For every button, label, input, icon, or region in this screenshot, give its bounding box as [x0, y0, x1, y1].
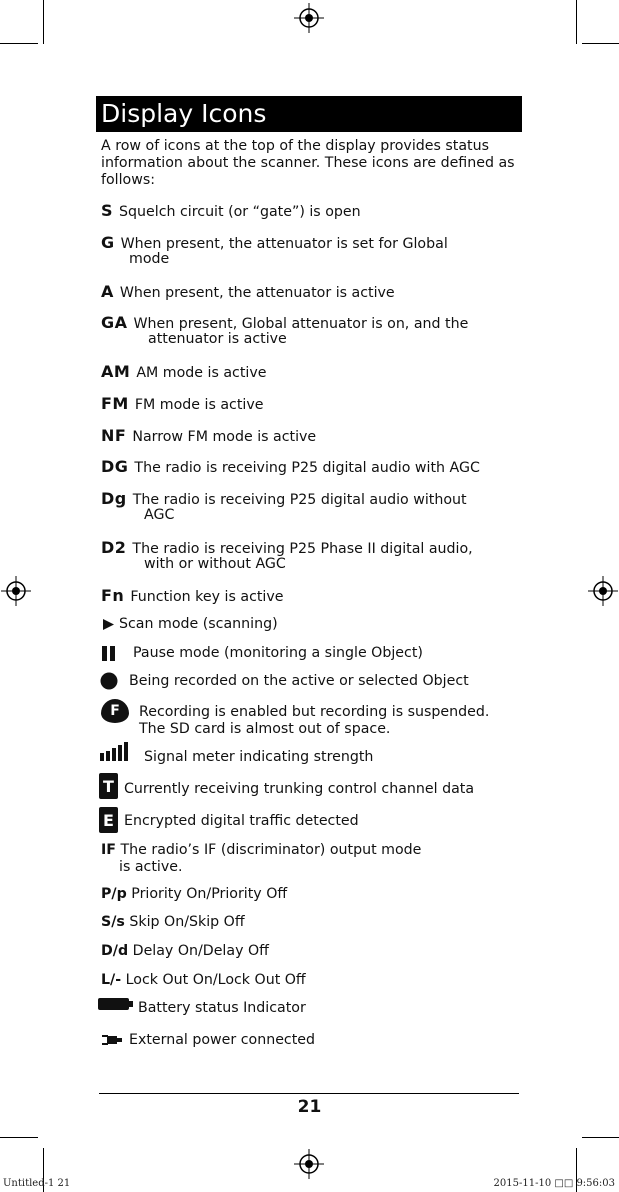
- icon-code: NF: [101, 426, 127, 445]
- icon-code: GA: [101, 313, 128, 332]
- icon-code: FM: [101, 394, 129, 413]
- battery-icon: [98, 997, 134, 1011]
- icon-description: AM mode is active: [136, 365, 267, 381]
- icon-code: Fn: [101, 586, 125, 605]
- list-item: [101, 842, 531, 860]
- icon-description-cont: with or without AGC: [144, 556, 286, 572]
- icon-description: Encrypted digital traffic detected: [124, 813, 359, 829]
- icon-description: FM mode is active: [134, 397, 264, 413]
- icon-description: Battery status Indicator: [138, 1000, 306, 1016]
- footer-divider: [99, 1093, 519, 1094]
- icon-description: The radio’s IF (discriminator) output mode: [120, 842, 422, 858]
- print-slug-right: 2015-11-10 □□ 9:56:03: [493, 1178, 615, 1189]
- record-icon: [100, 672, 118, 690]
- icon-code: D/d: [101, 943, 129, 959]
- icon-description: Function key is active: [130, 589, 284, 605]
- icon-code: G: [101, 233, 115, 252]
- icon-description: Delay On/Delay Off: [132, 943, 269, 959]
- icon-code: P/p: [101, 886, 127, 902]
- icon-description-cont: is active.: [119, 859, 183, 875]
- icon-description: Being recorded on the active or selected Object: [129, 673, 469, 689]
- icon-code: AM: [101, 362, 131, 381]
- registration-mark-icon: [588, 576, 618, 606]
- list-item: [101, 363, 531, 383]
- list-item: [101, 458, 531, 478]
- icon-description: When present, Global attenuator is on, and the: [133, 316, 469, 332]
- icon-description: When present, the attenuator is set for Global: [120, 236, 448, 252]
- card-full-icon: F: [101, 699, 129, 723]
- list-item: [101, 395, 531, 415]
- crop-mark: [0, 1137, 38, 1138]
- crop-mark: [582, 43, 619, 44]
- crop-mark: [0, 43, 38, 44]
- icon-description: Scan mode (scanning): [119, 616, 278, 632]
- icon-description: The radio is receiving P25 Phase II digital audio,: [132, 541, 473, 557]
- list-item: [101, 886, 531, 904]
- print-slug-left: Untitled-1 21: [3, 1178, 71, 1189]
- icon-description: When present, the attenuator is active: [119, 285, 395, 301]
- icon-description: Skip On/Skip Off: [129, 914, 245, 930]
- icon-code: D2: [101, 538, 127, 557]
- page-title: Display Icons: [96, 96, 522, 132]
- icon-description: The radio is receiving P25 digital audio with AGC: [134, 460, 480, 476]
- icon-description: Currently receiving trunking control channel data: [124, 781, 475, 797]
- list-item: [101, 914, 531, 932]
- icon-code: A: [101, 282, 114, 301]
- power-plug-icon: [101, 1033, 123, 1047]
- icon-description: External power connected: [129, 1032, 316, 1048]
- icon-description: Narrow FM mode is active: [132, 429, 317, 445]
- trunking-icon: T: [99, 773, 118, 799]
- icon-description: Signal meter indicating strength: [144, 749, 374, 765]
- registration-mark-icon: [1, 576, 31, 606]
- list-item: [101, 283, 531, 303]
- icon-code: Dg: [101, 489, 127, 508]
- icon-description: Recording is enabled but recording is suspended.: [139, 704, 490, 720]
- crop-mark: [43, 0, 44, 44]
- intro-paragraph: A row of icons at the top of the display provides status information about the scanner. These icons are defined as follows:: [101, 138, 515, 188]
- encrypted-icon: E: [99, 807, 118, 833]
- icon-description: Lock Out On/Lock Out Off: [125, 972, 306, 988]
- list-item: [101, 972, 531, 990]
- icon-description-cont: attenuator is active: [148, 331, 287, 347]
- list-item: [101, 943, 531, 961]
- page-number: 21: [297, 1097, 322, 1117]
- icon-description: Squelch circuit (or “gate”) is open: [119, 204, 361, 220]
- icon-description: The radio is receiving P25 digital audio without: [132, 492, 467, 508]
- list-item: [101, 587, 531, 607]
- icon-description-cont: mode: [129, 251, 170, 267]
- play-icon: [102, 618, 115, 631]
- icon-code: S: [101, 201, 114, 220]
- signal-strength-icon: [99, 741, 131, 762]
- icon-code: IF: [101, 842, 116, 858]
- icon-description-cont: The SD card is almost out of space.: [139, 721, 391, 737]
- list-item: [101, 202, 531, 222]
- icon-description: Pause mode (monitoring a single Object): [133, 645, 423, 661]
- crop-mark: [582, 1137, 619, 1138]
- icon-description-cont: AGC: [144, 507, 175, 523]
- registration-mark-icon: [294, 3, 324, 33]
- icon-description: Priority On/Priority Off: [131, 886, 288, 902]
- pause-icon: [101, 645, 117, 662]
- list-item: [101, 427, 531, 447]
- icon-code: DG: [101, 457, 129, 476]
- icon-code: S/s: [101, 914, 125, 930]
- crop-mark: [576, 0, 577, 44]
- registration-mark-icon: [294, 1149, 324, 1179]
- icon-code: L/-: [101, 972, 122, 988]
